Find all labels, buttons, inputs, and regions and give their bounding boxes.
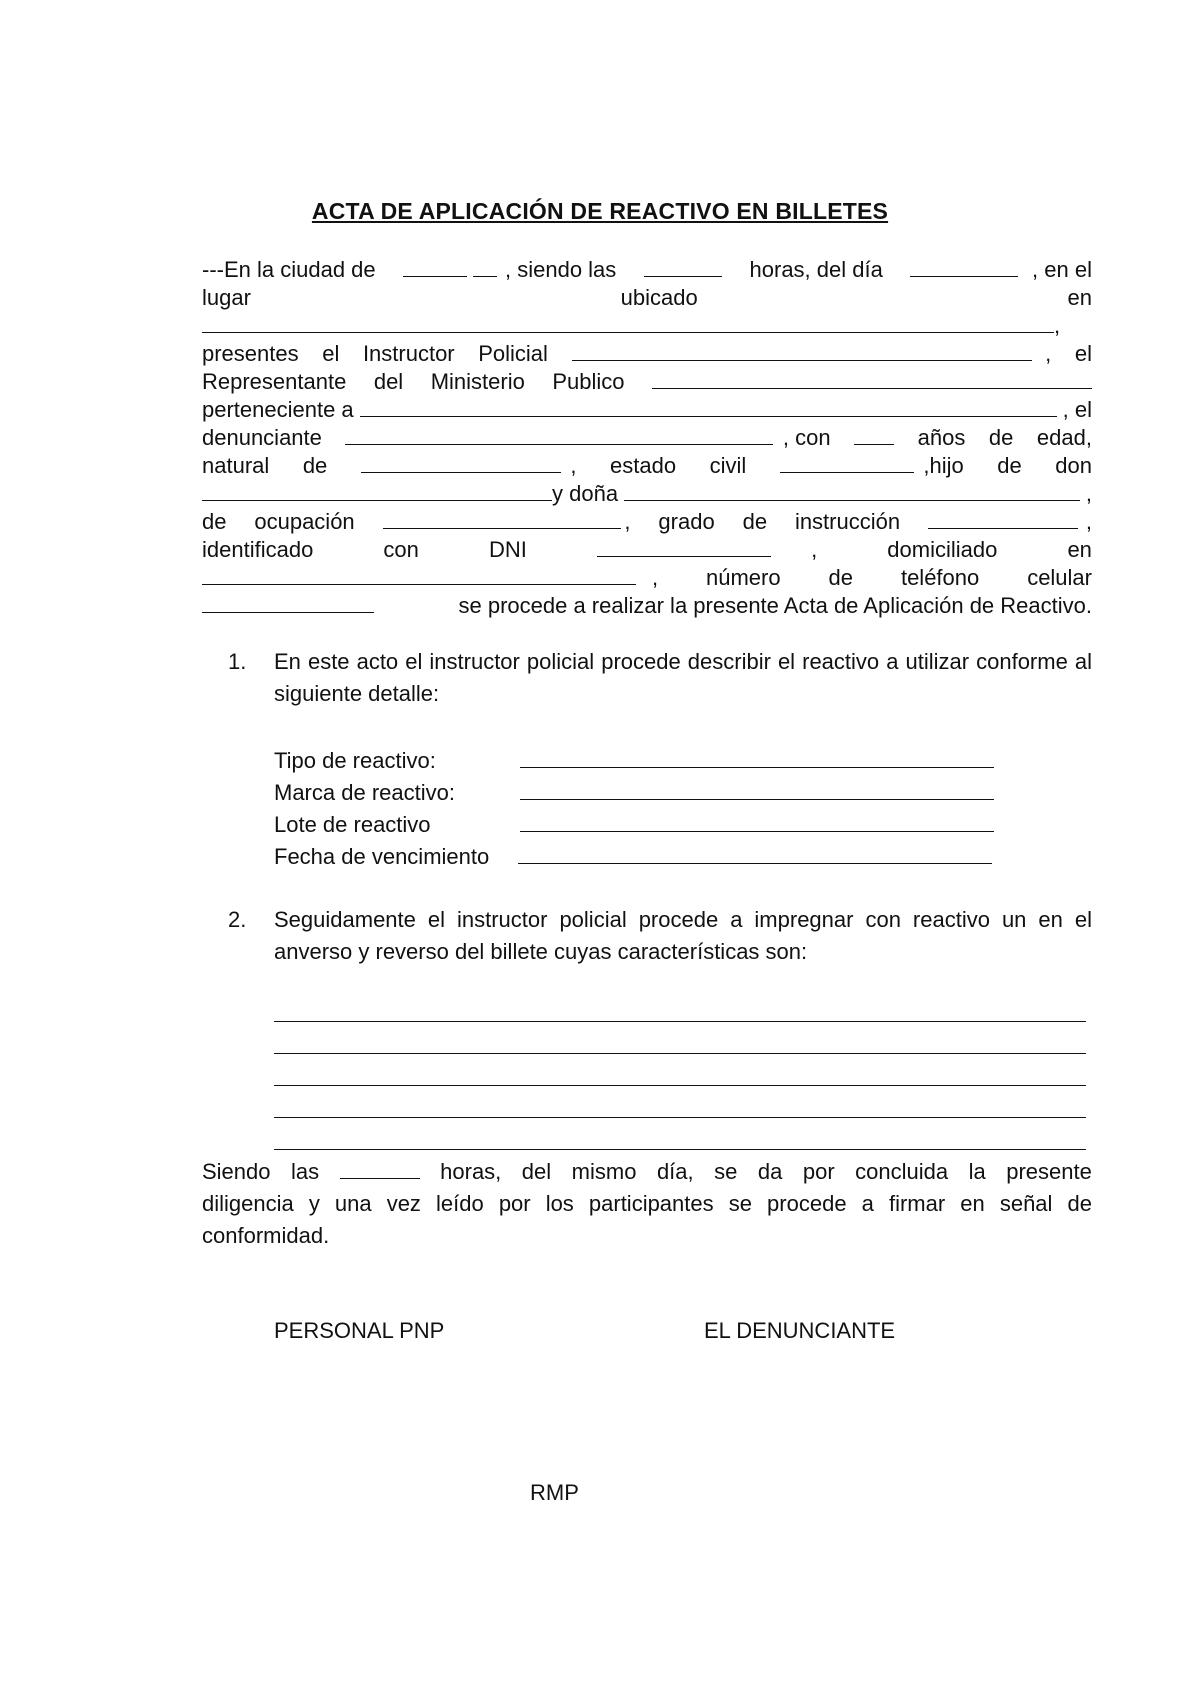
text-comma: , — [570, 453, 577, 478]
text-word: una — [334, 1191, 372, 1216]
text-word: vez — [386, 1191, 421, 1216]
item-text: Seguidamente el instructor policial procede a impregnar con reactivo un en el anverso y reverso del billete cuyas características son: — [274, 907, 1092, 964]
blank-estado-civil[interactable] — [780, 452, 914, 473]
blank-edad[interactable] — [854, 424, 894, 445]
text-word: diligencia — [202, 1191, 294, 1216]
text-word: Policial — [478, 341, 548, 366]
text-word: de — [202, 509, 227, 534]
blank-natural[interactable] — [361, 452, 561, 473]
text-siendo-las: , siendo las — [505, 257, 617, 282]
text-word: con — [383, 537, 419, 562]
reagent-label: Fecha de vencimiento — [274, 844, 490, 869]
reagent-row-tipo — [274, 745, 994, 777]
closing-line-3: conformidad. — [202, 1223, 330, 1248]
text-word: por — [802, 1159, 835, 1184]
reagent-label: Marca de reactivo: — [274, 780, 455, 805]
blank-ciudad[interactable] — [403, 256, 497, 284]
text-word: DNI — [488, 537, 527, 562]
text-comma: , — [1045, 341, 1052, 366]
closing-paragraph — [202, 1156, 1092, 1252]
text-comma: , — [1085, 481, 1092, 506]
text-word: Ministerio — [430, 369, 525, 394]
text-word: de — [997, 453, 1022, 478]
blank-perteneciente[interactable] — [360, 396, 1057, 417]
intro-line-1 — [202, 256, 1092, 284]
text-word: en — [1067, 537, 1092, 562]
text-word: la — [968, 1159, 986, 1184]
signature-denunciante: EL DENUNCIANTE — [704, 1318, 896, 1343]
blank-representante[interactable] — [652, 368, 1092, 389]
text-word: se — [728, 1191, 752, 1216]
text-word: se — [714, 1159, 738, 1184]
intro-line-11 — [202, 536, 1092, 564]
text-ciudad: ---En la ciudad de — [202, 257, 376, 282]
text-word: instrucción — [794, 509, 901, 534]
text-word: leído — [436, 1191, 484, 1216]
intro-line-7 — [202, 424, 1092, 452]
text-lugar: lugar — [202, 285, 251, 310]
blank-instructor[interactable] — [572, 340, 1032, 361]
text-word: de — [742, 509, 768, 534]
text-horas-dia: horas, del día — [749, 257, 883, 282]
text-word: de — [302, 453, 328, 478]
text-word: el — [1074, 341, 1092, 366]
text-word: señal — [999, 1191, 1053, 1216]
characteristics-line[interactable] — [274, 1118, 1086, 1150]
blank-instruccion[interactable] — [928, 508, 1078, 529]
intro-line-9 — [202, 480, 1092, 508]
blank-ocupacion[interactable] — [383, 508, 621, 529]
text-el: , el — [1062, 397, 1092, 422]
text-comma: , — [811, 537, 818, 562]
text-word: Representante — [202, 369, 347, 394]
text-word: procede — [767, 1191, 847, 1216]
text-word: y — [308, 1191, 320, 1216]
intro-line-5 — [202, 368, 1092, 396]
item-number: 1. — [228, 649, 247, 674]
characteristics-line[interactable] — [274, 1086, 1086, 1118]
blank-hora-fin[interactable] — [340, 1158, 420, 1179]
text-word: de — [988, 425, 1014, 450]
text-denunciante: denunciante — [202, 425, 322, 450]
blank-dni[interactable] — [597, 536, 771, 557]
intro-line-10 — [202, 508, 1092, 536]
text-word: natural — [202, 453, 270, 478]
text-word: presente — [1006, 1159, 1092, 1184]
item-text: En este acto el instructor policial procede describir el reactivo a utilizar conforme al siguiente detalle: — [274, 649, 1092, 706]
item-1 — [228, 646, 1092, 710]
characteristics-line[interactable] — [274, 1054, 1086, 1086]
text-word: mismo — [571, 1159, 637, 1184]
blank-lugar[interactable] — [202, 312, 1054, 333]
text-word: del — [373, 369, 404, 394]
reagent-row-marca — [274, 777, 994, 809]
text-word: por — [498, 1191, 531, 1216]
reagent-label: Lote de reactivo — [274, 812, 431, 837]
characteristics-line[interactable] — [274, 990, 1086, 1022]
text-word: los — [545, 1191, 574, 1216]
signature-personal-pnp: PERSONAL PNP — [274, 1318, 445, 1343]
characteristics-line[interactable] — [274, 1022, 1086, 1054]
text-word: domiciliado — [887, 537, 998, 562]
reagent-row-lote — [274, 809, 994, 841]
intro-line-2 — [202, 284, 1092, 312]
reagent-label: Tipo de reactivo: — [274, 748, 436, 773]
characteristics-lines — [274, 990, 1086, 1150]
text-word: de — [828, 565, 854, 590]
text-word: edad, — [1036, 425, 1092, 450]
reagent-input-tipo[interactable] — [520, 745, 994, 768]
text-word: concluida — [855, 1159, 949, 1184]
text-word: el — [322, 341, 340, 366]
text-word: a — [861, 1191, 874, 1216]
blank-celular[interactable] — [202, 592, 374, 613]
text-con: , con — [782, 425, 831, 450]
blank-don[interactable] — [202, 480, 552, 501]
text-perteneciente: perteneciente a — [202, 397, 354, 422]
reagent-input-lote[interactable] — [520, 809, 994, 832]
blank-horas[interactable] — [644, 256, 722, 277]
text-ubicado: ubicado — [620, 285, 698, 310]
text-word: en — [960, 1191, 985, 1216]
text-word: Instructor — [362, 341, 455, 366]
text-word: ocupación — [254, 509, 355, 534]
text-word: estado — [610, 453, 677, 478]
intro-line-13 — [202, 592, 1092, 620]
text-word: grado — [658, 509, 715, 534]
text-word: número — [706, 565, 781, 590]
text-word: da — [757, 1159, 783, 1184]
signature-rmp: RMP — [530, 1480, 579, 1505]
reagent-detail — [274, 745, 994, 873]
reagent-input-marca[interactable] — [520, 777, 994, 800]
intro-line-3 — [202, 312, 1092, 340]
text-word: las — [291, 1159, 320, 1184]
item-number: 2. — [228, 907, 247, 932]
reagent-input-fecha[interactable] — [518, 841, 992, 864]
text-word: don — [1055, 453, 1092, 478]
intro-line-12 — [202, 564, 1092, 592]
text-word: celular — [1027, 565, 1092, 590]
text-word: civil — [709, 453, 747, 478]
text-word: Siendo — [202, 1159, 271, 1184]
intro-line-6 — [202, 396, 1092, 424]
intro-paragraph — [202, 256, 1092, 620]
text-se-procede: se procede a realizar la presente Acta de Aplicación de Reactivo. — [458, 593, 1092, 618]
text-word: día, — [656, 1159, 694, 1184]
text-word: Publico — [552, 369, 625, 394]
text-word: presentes — [202, 341, 299, 366]
closing-line-2 — [202, 1188, 1092, 1220]
text-comma: , — [1054, 313, 1061, 338]
intro-line-8 — [202, 452, 1092, 480]
blank-dona[interactable] — [624, 480, 1080, 501]
blank-dia[interactable] — [910, 256, 1018, 277]
blank-domicilio[interactable] — [202, 564, 636, 585]
text-word: horas, — [440, 1159, 502, 1184]
reagent-row-fecha — [274, 841, 994, 873]
text-word: firmar — [888, 1191, 946, 1216]
text-word: teléfono — [900, 565, 980, 590]
text-word: del — [521, 1159, 552, 1184]
intro-line-4 — [202, 340, 1092, 368]
item-2 — [228, 904, 1092, 968]
text-comma: , — [651, 565, 659, 590]
text-word: identificado — [202, 537, 314, 562]
text-en-el: , en el — [1032, 257, 1092, 282]
blank-denunciante[interactable] — [345, 424, 773, 445]
text-en: en — [1067, 285, 1092, 310]
text-word: años — [917, 425, 966, 450]
text-hijo: ,hijo — [923, 453, 964, 478]
closing-line-1 — [202, 1156, 1092, 1188]
text-comma: , — [1085, 509, 1092, 534]
text-comma: , — [624, 509, 631, 534]
text-y-dona: y doña — [552, 481, 619, 506]
document-title: ACTA DE APLICACIÓN DE REACTIVO EN BILLETES — [311, 198, 889, 224]
text-word: participantes — [588, 1191, 714, 1216]
text-word: de — [1067, 1191, 1092, 1216]
